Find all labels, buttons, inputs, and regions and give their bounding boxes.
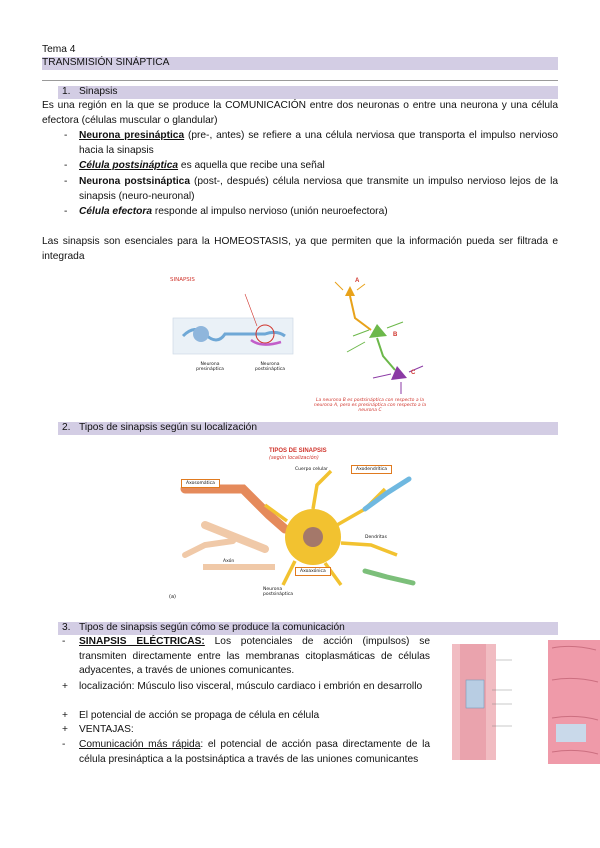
- bullet-dash: -: [64, 130, 68, 141]
- item-mark: +: [62, 681, 68, 692]
- gap-junction-figure: [452, 640, 600, 765]
- section1-heading: Sinapsis: [79, 86, 118, 97]
- synapse-types-figure: [165, 445, 435, 608]
- homeostasis-paragraph: Las sinapsis son esenciales para la HOMEOSTASIS, ya que permiten que la información pueda ser filtrada e integrada: [42, 236, 558, 262]
- section2-number: 2.: [62, 422, 71, 433]
- bullet-dash: -: [64, 160, 68, 171]
- bullet-dash: -: [64, 176, 68, 187]
- label-axodendritica: Axodendrítica: [351, 465, 392, 474]
- nucleus: [303, 527, 323, 547]
- presynaptic-soma: [193, 326, 209, 342]
- junction-inset: [556, 724, 586, 742]
- bullet-text: (pre-, antes) se refiere a una célula nerviosa que transporta el impulso nervioso hacia la sinapsis: [79, 130, 558, 156]
- figure2-subtitle: (según localización): [269, 455, 319, 461]
- section1-band: [58, 86, 558, 99]
- bullet-presinaptica: [79, 129, 558, 158]
- section3-heading: Tipos de sinapsis según cómo se produce la comunicación: [79, 622, 345, 633]
- gap-junction-detail: [466, 680, 484, 708]
- figure-caption: La neurona B es postsináptica con respecto a la neurona A, pero es presináptica con respecto a la neurona C: [313, 398, 427, 413]
- item-localizacion: localización: Músculo liso visceral, músculo cardiaco i embrión en desarrollo: [79, 681, 423, 692]
- bullet-text: es aquella que recibe una señal: [178, 160, 325, 171]
- synapse-panel: [173, 318, 293, 354]
- section2-heading: Tipos de sinapsis según su localización: [79, 422, 258, 433]
- page-title: TRANSMISIÓN SINÁPTICA: [42, 57, 170, 68]
- item-propagacion: El potencial de acción se propaga de célula en célula: [79, 710, 320, 721]
- item-mark: -: [62, 739, 66, 750]
- title-rule: [42, 80, 558, 81]
- neuron-a-axon: [350, 296, 371, 330]
- item-text: Los potenciales de acción (impulsos) se transmiten directamente entre las membranas citoplasmáticas de células adyacentes, a través de uniones comunicantes.: [79, 636, 430, 676]
- neuron-b-soma: [369, 324, 387, 338]
- label-axosomatica: Axosomática: [181, 479, 220, 488]
- figure-title: SINAPSIS: [170, 277, 195, 283]
- axodendritic-axon: [365, 479, 409, 509]
- bullet-postsinaptica-celula: [79, 159, 558, 174]
- label-dendritas: Dendritas: [365, 535, 387, 540]
- item-sinapsis-electricas: [79, 635, 430, 679]
- term-presinaptica: Neurona presináptica: [79, 130, 185, 141]
- synapse-illustration: [165, 274, 460, 414]
- section1-intro: Es una región en la que se produce la COMUNICACIÓN entre dos neuronas o entre una neurona y una célula efectora (células muscular o glandular): [42, 100, 558, 126]
- label-c: C: [411, 370, 416, 376]
- pre-neuron-label: Neurona presináptica: [196, 362, 224, 372]
- neuron-b-axon: [377, 338, 395, 370]
- item-mark: -: [62, 636, 66, 647]
- label-cuerpo-celular: Cuerpo celular: [295, 467, 328, 472]
- figure2-title: TIPOS DE SINAPSIS: [269, 448, 327, 454]
- axoaxonic-axon: [365, 571, 413, 583]
- bullet-dash: -: [64, 206, 68, 217]
- term-celula-efectora: Célula efectora: [79, 206, 153, 217]
- bullet-text: (post-, después) célula nerviosa que transmite un impulso nervioso lejos de la sinapsis (neuro-neuronal): [79, 176, 558, 202]
- gap-junction-illustration: [452, 640, 600, 765]
- figure2-number: (a): [169, 594, 176, 600]
- item-mark: +: [62, 724, 68, 735]
- term-comunicacion-rapida: Comunicación más rápida: [79, 739, 201, 750]
- label-b: B: [393, 332, 398, 338]
- axon-segment-lower: [185, 541, 233, 555]
- label-a: A: [355, 278, 360, 284]
- bullet-postsinaptica-neurona: [79, 175, 558, 204]
- item-mark: +: [62, 710, 68, 721]
- post-neuron-label: Neurona postsináptica: [254, 362, 286, 372]
- bullet-text: responde al impulso nervioso (unión neuroefectora): [152, 206, 388, 217]
- term-celula-postsinaptica: Célula postsináptica: [79, 160, 179, 171]
- cardiac-muscle-panel: [548, 640, 600, 764]
- section3-number: 3.: [62, 622, 71, 633]
- section1-number: 1.: [62, 86, 71, 97]
- label-neurona-postsinaptica: Neurona postsináptica: [263, 587, 294, 597]
- term-neurona-postsinaptica: Neurona postsináptica: [79, 176, 190, 187]
- neuron-a-soma: [345, 286, 355, 296]
- item-comunicacion-rapida: [79, 738, 430, 767]
- label-area: [245, 288, 273, 302]
- bullet-efectora: [79, 205, 558, 220]
- term-sinapsis-electricas: SINAPSIS ELÉCTRICAS:: [79, 636, 205, 647]
- synapse-figure: [165, 274, 460, 414]
- tema-label: Tema 4: [42, 44, 76, 55]
- item-ventajas: VENTAJAS:: [79, 724, 134, 735]
- label-axon: Axón: [223, 559, 235, 564]
- item-text: : el potencial de acción pasa directamente de la célula presináptica a la postsináptica a través de las uniones comunicantes: [79, 739, 430, 765]
- label-axoaxonica: Axoaxónica: [295, 567, 331, 576]
